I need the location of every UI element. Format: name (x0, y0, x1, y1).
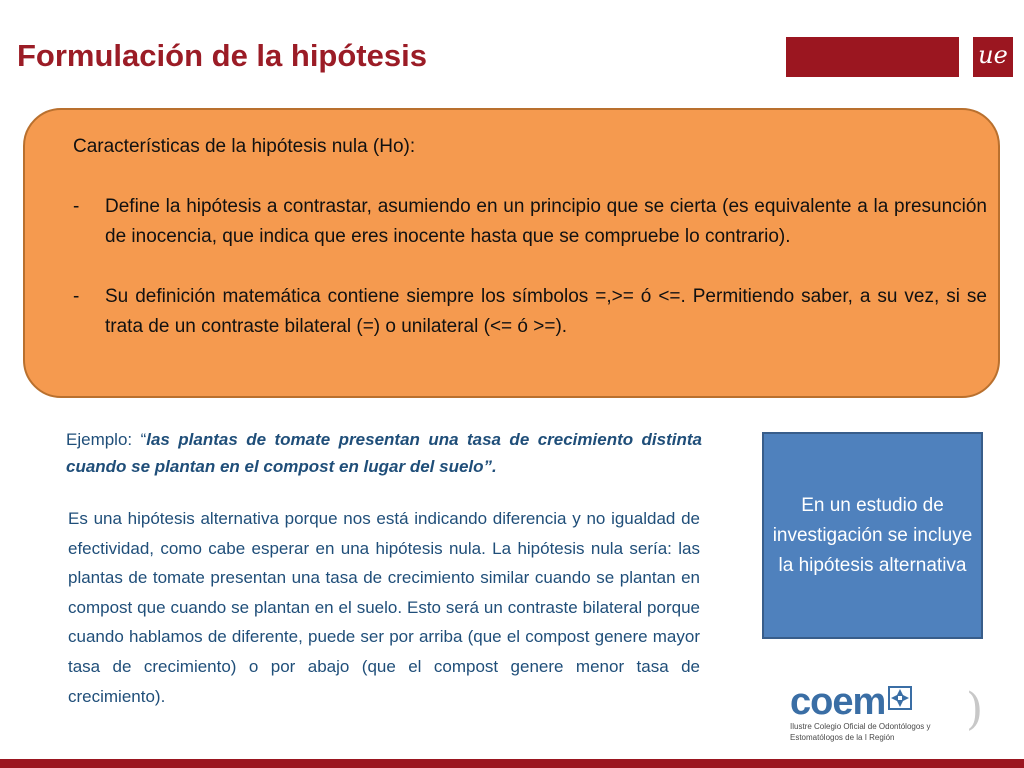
example-paragraph (66, 426, 702, 480)
bullet-marker: - (73, 286, 80, 307)
coem-wordmark: coem (790, 681, 886, 723)
bullet-item (73, 282, 987, 342)
bullet-marker: - (73, 196, 80, 217)
coem-subtitle-line2: Estomatólogos de la I Región (790, 733, 895, 742)
ue-logo: ue (973, 37, 1013, 77)
coem-logo (790, 683, 990, 743)
explanation-paragraph: Es una hipótesis alternativa porque nos está indicando diferencia y no igualdad de efectividad, como cabe esperar en una hipótesis nula. La hipótesis nula sería: las plantas de tomate presentan una tasa de crecimiento similar cuando se plantan en compost que cuando se plantan en el suelo. Esto será un contraste bilateral porque cuando hablamos de diferente, puede ser por arriba (que el compost genere mayor tasa de crecimiento) o por abajo (que el compost genere menor tasa de crecimiento). (68, 509, 700, 706)
example-prefix: Ejemplo: “ (66, 430, 147, 449)
bullet-text: Su definición matemática contiene siempre los símbolos =,>= ó <=. Permitiendo saber, a su vez, si se trata de un contraste bilateral (=) o unilateral (<= ó >=). (105, 286, 987, 337)
slide-title: Formulación de la hipótesis (17, 38, 427, 73)
decorative-parenthesis: ) (966, 684, 984, 735)
callout-heading: Características de la hipótesis nula (Ho): (73, 136, 416, 157)
bottom-bar (0, 759, 1024, 768)
coem-subtitle-line1: Ilustre Colegio Oficial de Odontólogos y (790, 722, 931, 731)
study-note-text: En un estudio de investigación se incluye la hipótesis alternativa (772, 494, 973, 576)
cross-emblem-icon (888, 686, 912, 710)
bullet-item (73, 192, 987, 252)
brand-bar (786, 37, 959, 77)
bullet-text: Define la hipótesis a contrastar, asumiendo en un principio que se cierta (es equivalente a la presunción de inocencia, que indica que eres inocente hasta que se compruebe lo contrario). (105, 196, 987, 247)
study-note-box (762, 432, 983, 639)
null-hypothesis-callout (23, 108, 1000, 398)
example-quote: las plantas de tomate presentan una tasa de crecimiento distinta cuando se plantan en el compost en lugar del suelo”. (66, 430, 702, 476)
